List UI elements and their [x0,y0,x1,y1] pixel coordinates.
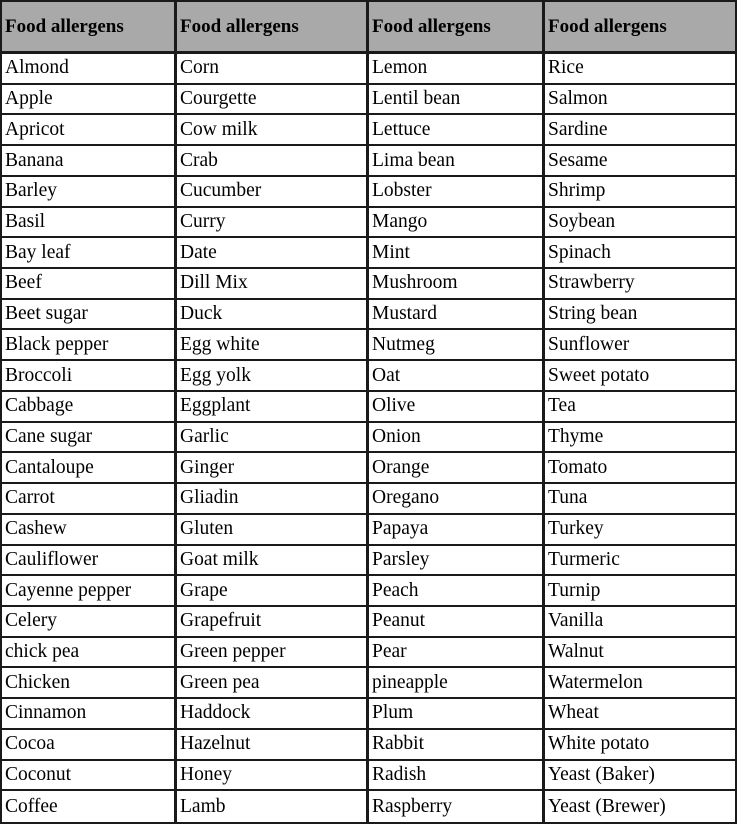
table-row [2,85,735,116]
table-cell: Bay leaf [2,238,177,269]
header-row [2,2,735,54]
table-cell: Thyme [545,423,735,454]
table-row [2,423,735,454]
table-cell: Cucumber [177,177,369,208]
table-cell: Egg yolk [177,361,369,392]
table-cell: Oregano [369,484,545,515]
table-cell: Lettuce [369,115,545,146]
table-cell: Chicken [2,668,177,699]
table-row [2,392,735,423]
table-cell: Garlic [177,423,369,454]
table-cell: Watermelon [545,668,735,699]
table-cell: Banana [2,146,177,177]
table-row [2,515,735,546]
table-row [2,730,735,761]
table-cell: Cane sugar [2,423,177,454]
table-cell: Apricot [2,115,177,146]
table-cell: Honey [177,761,369,792]
table-row [2,146,735,177]
table-cell: Basil [2,208,177,239]
table-header [2,2,735,54]
table-row [2,54,735,85]
table-cell: chick pea [2,638,177,669]
table-row [2,238,735,269]
table-cell: Cashew [2,515,177,546]
table-cell: Dill Mix [177,269,369,300]
table-row [2,208,735,239]
table-cell: String bean [545,300,735,331]
table-cell: Orange [369,453,545,484]
table-cell: Almond [2,54,177,85]
table-cell: Broccoli [2,361,177,392]
table-cell: Curry [177,208,369,239]
table-cell: Mushroom [369,269,545,300]
table-cell: Radish [369,761,545,792]
table-cell: Tea [545,392,735,423]
table-row [2,361,735,392]
column-header: Food allergens [369,2,545,54]
table-cell: Sweet potato [545,361,735,392]
table-cell: Nutmeg [369,330,545,361]
table-cell: Courgette [177,85,369,116]
table-cell: pineapple [369,668,545,699]
table-cell: Spinach [545,238,735,269]
table-cell: Yeast (Baker) [545,761,735,792]
table-cell: Tuna [545,484,735,515]
table-cell: Carrot [2,484,177,515]
table-cell: Ginger [177,453,369,484]
table-cell: Eggplant [177,392,369,423]
table-cell: Cayenne pepper [2,576,177,607]
table-cell: Yeast (Brewer) [545,791,735,822]
table-row [2,546,735,577]
table-cell: Barley [2,177,177,208]
table-cell: Corn [177,54,369,85]
table-cell: Goat milk [177,546,369,577]
table-cell: Crab [177,146,369,177]
table-cell: Peach [369,576,545,607]
table-cell: Beet sugar [2,300,177,331]
table-cell: Pear [369,638,545,669]
table-cell: Walnut [545,638,735,669]
table-cell: Rabbit [369,730,545,761]
table-cell: Cauliflower [2,546,177,577]
table-row [2,115,735,146]
table-cell: Vanilla [545,607,735,638]
table-cell: Wheat [545,699,735,730]
table-cell: Gliadin [177,484,369,515]
column-header: Food allergens [2,2,177,54]
table-cell: White potato [545,730,735,761]
table-cell: Coconut [2,761,177,792]
table-cell: Turnip [545,576,735,607]
table-cell: Lamb [177,791,369,822]
table-cell: Lobster [369,177,545,208]
table-cell: Green pea [177,668,369,699]
table-cell: Soybean [545,208,735,239]
table-cell: Rice [545,54,735,85]
table-row [2,576,735,607]
table-row [2,453,735,484]
table-cell: Haddock [177,699,369,730]
table-cell: Mint [369,238,545,269]
table-row [2,761,735,792]
table-cell: Mango [369,208,545,239]
table-cell: Turkey [545,515,735,546]
table-cell: Cocoa [2,730,177,761]
table-cell: Cow milk [177,115,369,146]
table-cell: Lima bean [369,146,545,177]
table-row [2,791,735,822]
table-cell: Apple [2,85,177,116]
table-cell: Date [177,238,369,269]
table-row [2,638,735,669]
table-row [2,330,735,361]
table-cell: Green pepper [177,638,369,669]
table-cell: Shrimp [545,177,735,208]
table-cell: Sardine [545,115,735,146]
table-cell: Raspberry [369,791,545,822]
table-cell: Oat [369,361,545,392]
table-row [2,699,735,730]
table-cell: Turmeric [545,546,735,577]
table-cell: Gluten [177,515,369,546]
table-cell: Parsley [369,546,545,577]
column-header: Food allergens [177,2,369,54]
table-body [2,54,735,822]
table-cell: Coffee [2,791,177,822]
table-cell: Duck [177,300,369,331]
table-row [2,177,735,208]
table-row [2,607,735,638]
table-row [2,484,735,515]
table-cell: Lentil bean [369,85,545,116]
table-cell: Grapefruit [177,607,369,638]
table-cell: Hazelnut [177,730,369,761]
table-cell: Black pepper [2,330,177,361]
table-cell: Plum [369,699,545,730]
table-cell: Sesame [545,146,735,177]
table-cell: Mustard [369,300,545,331]
table-cell: Cabbage [2,392,177,423]
table-cell: Strawberry [545,269,735,300]
table-cell: Onion [369,423,545,454]
table-row [2,269,735,300]
column-header: Food allergens [545,2,735,54]
table-cell: Lemon [369,54,545,85]
table-cell: Celery [2,607,177,638]
table-cell: Grape [177,576,369,607]
table-cell: Papaya [369,515,545,546]
table-cell: Beef [2,269,177,300]
table-cell: Peanut [369,607,545,638]
table-cell: Cantaloupe [2,453,177,484]
table-row [2,300,735,331]
table-cell: Tomato [545,453,735,484]
table-cell: Egg white [177,330,369,361]
table-cell: Salmon [545,85,735,116]
table-cell: Sunflower [545,330,735,361]
table-cell: Olive [369,392,545,423]
table-row [2,668,735,699]
table-cell: Cinnamon [2,699,177,730]
